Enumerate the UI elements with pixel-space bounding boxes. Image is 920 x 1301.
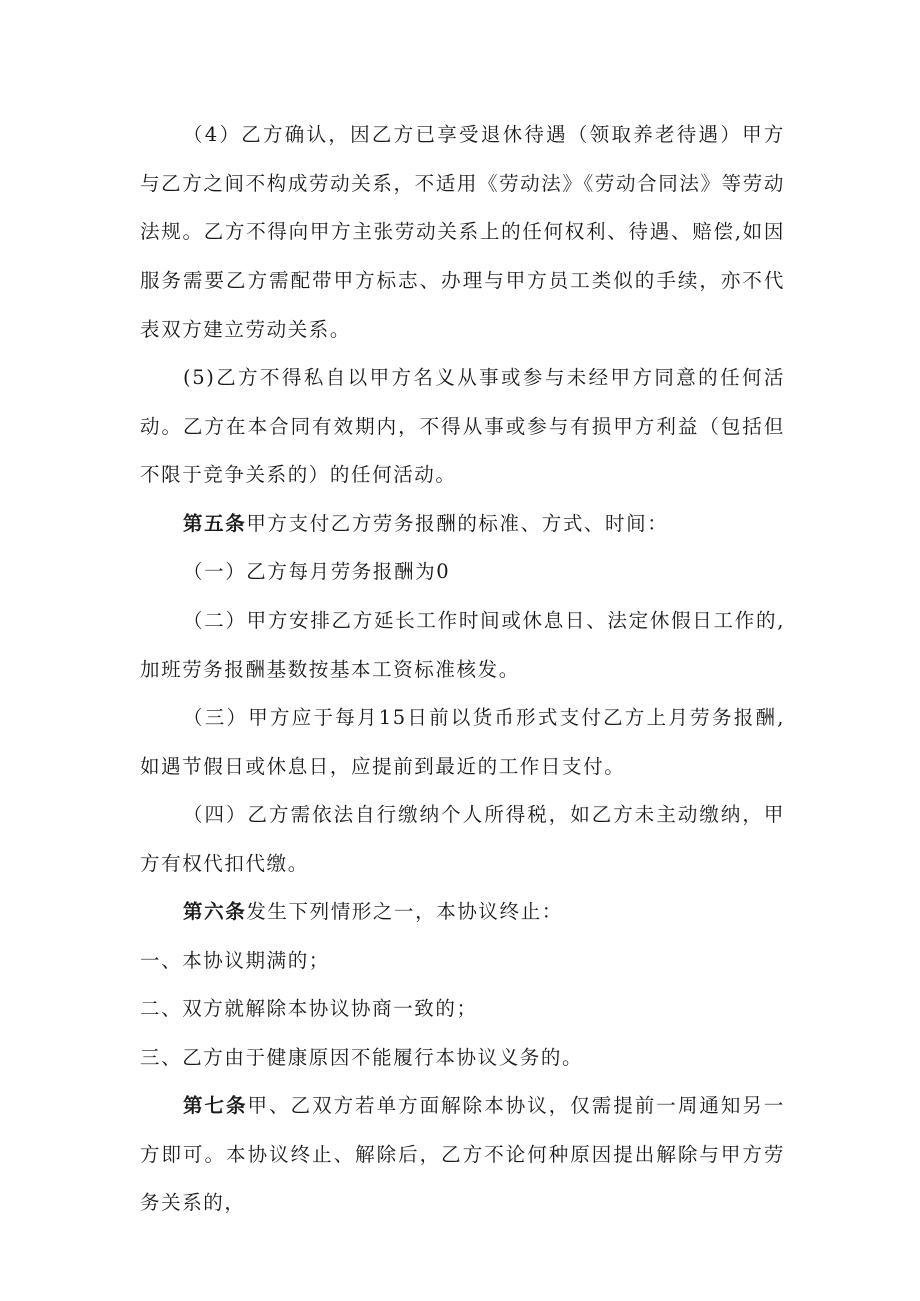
article-5-item-3: （三）甲方应于每月15日前以货币形式支付乙方上月劳务报酬,如遇节假日或休息日，应提前到最近的工作日支付。 <box>140 706 785 778</box>
article-7-heading: 第七条 <box>183 1094 248 1117</box>
article-6-item-2: 二、双方就解除本协议协商一致的； <box>140 997 478 1020</box>
article-6-intro <box>140 888 785 937</box>
article-6-heading: 第六条 <box>183 900 247 923</box>
article-6-text: 发生下列情形之一，本协议终止： <box>246 900 563 923</box>
article-7-text: 甲、乙双方若单方面解除本协议，仅需提前一周通知另一方即可。本协议终止、解除后，乙方不论何种原因提出解除与甲方劳务关系的， <box>140 1094 785 1215</box>
paragraph-clause-5: (5)乙方不得私自以甲方名义从事或参与未经甲方同意的任何活动。乙方在本合同有效期内，不得从事或参与有损甲方利益（包括但不限于竞争关系的）的任何活动。 <box>140 366 785 487</box>
article-5-item-2: （二）甲方安排乙方延长工作时间或休息日、法定休假日工作的,加班劳务报酬基数按基本工资标准核发。 <box>140 609 785 681</box>
article-6-item-3: 三、乙方由于健康原因不能履行本协议义务的。 <box>140 1046 584 1069</box>
paragraph-clause-4: （4）乙方确认，因乙方已享受退休待遇（领取养老待遇）甲方与乙方之间不构成劳动关系，不适用《劳动法》《劳动合同法》等劳动法规。乙方不得向甲方主张劳动关系上的任何权利、待遇、赔偿,如因服务需要乙方需配带甲方标志、办理与甲方员工类似的手续，亦不代表双方建立劳动关系。 <box>140 123 785 341</box>
article-5-item-4: （四）乙方需依法自行缴纳个人所得税，如乙方未主动缴纳，甲方有权代扣代缴。 <box>140 803 785 875</box>
article-5-item-1: （一）乙方每月劳务报酬为0 <box>183 560 451 583</box>
article-5-intro <box>140 500 785 549</box>
article-5-heading: 第五条 <box>183 512 247 535</box>
article-7-intro <box>140 1082 785 1228</box>
article-5-text: 甲方支付乙方劳务报酬的标准、方式、时间： <box>246 512 669 535</box>
article-6-item-1: 一、本协议期满的； <box>140 949 330 972</box>
